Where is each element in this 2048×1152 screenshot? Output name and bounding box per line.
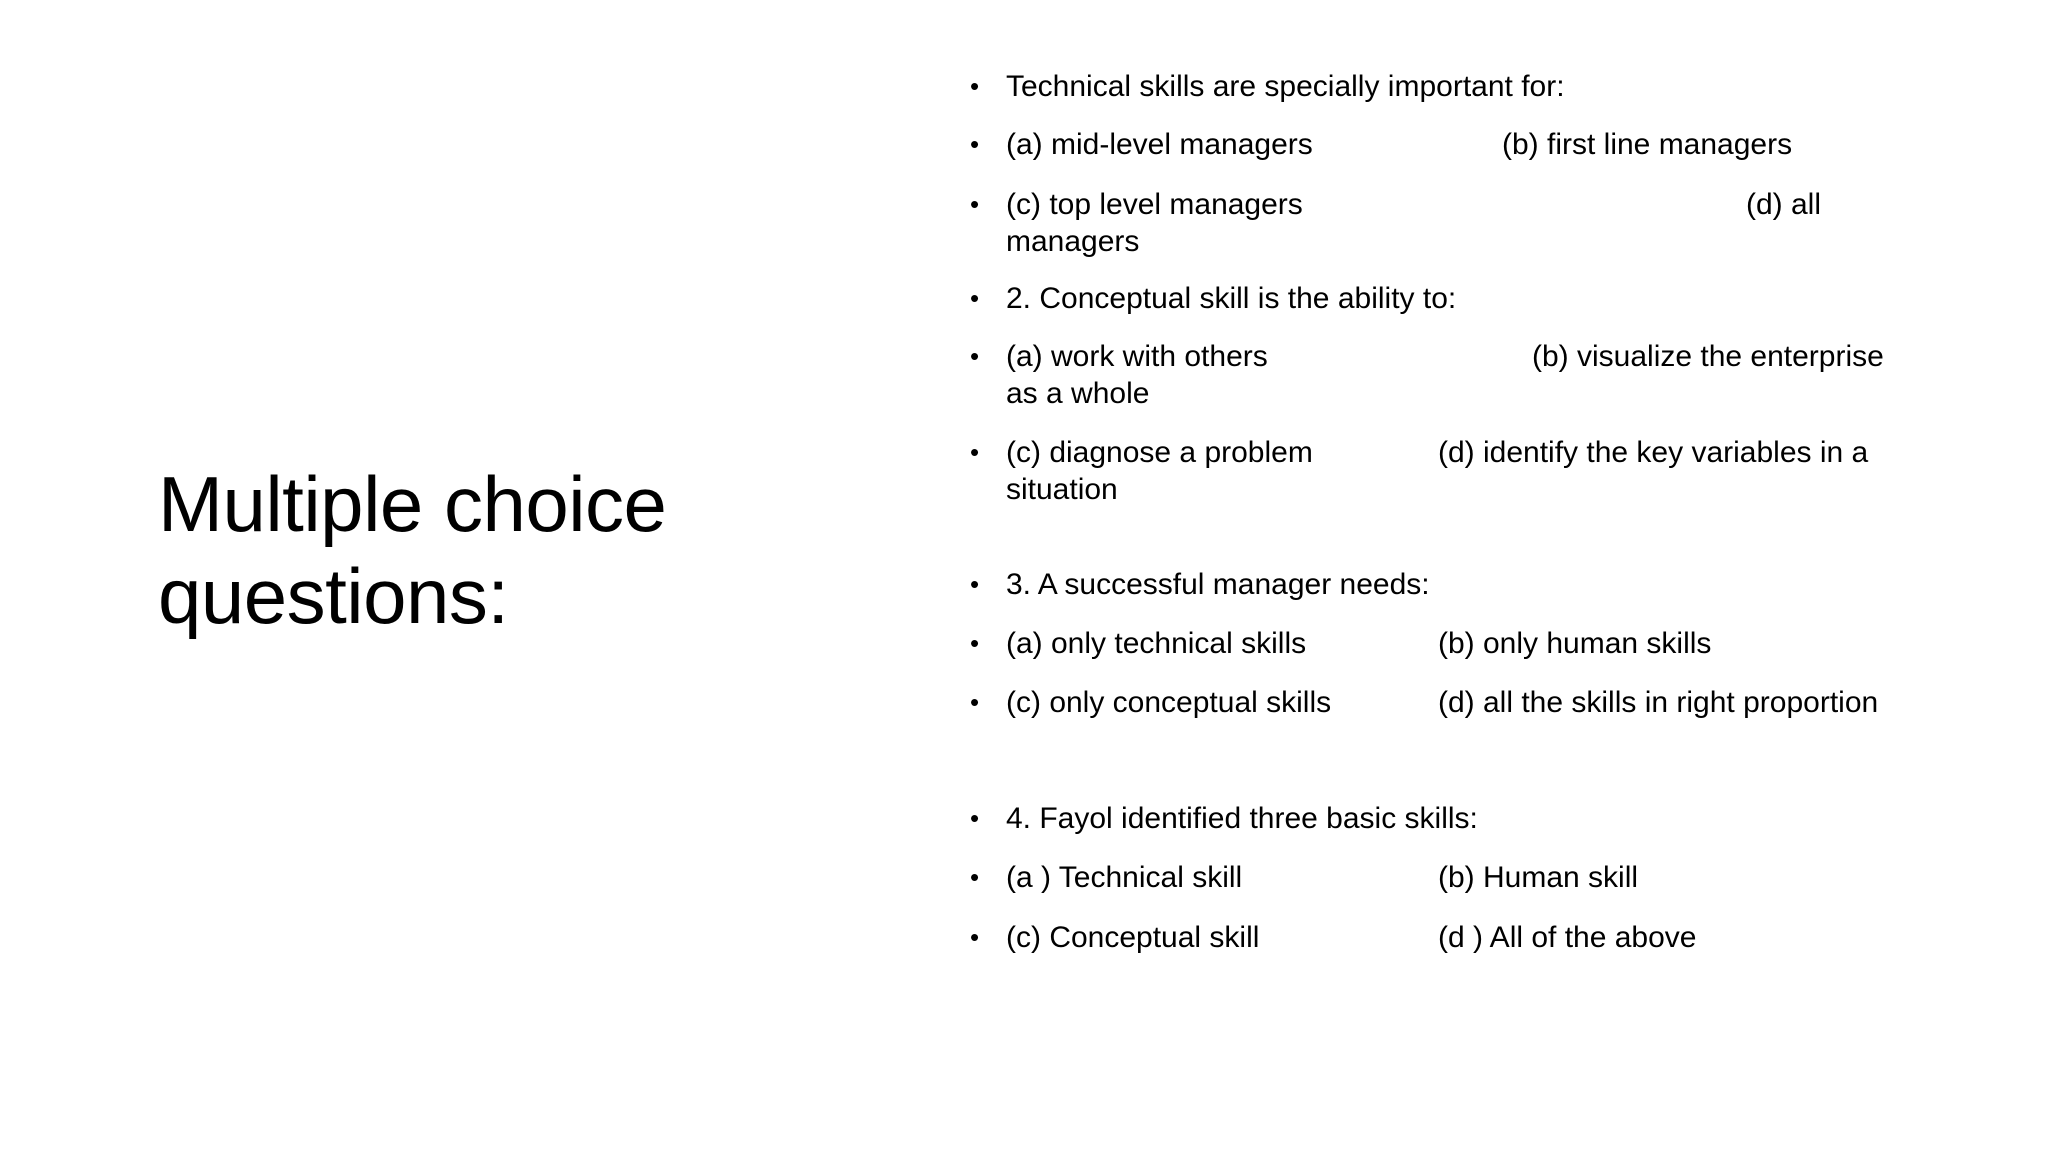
slide-title-line-2: questions:	[158, 552, 509, 640]
question-3-text: 3. A successful manager needs:	[1006, 568, 1430, 601]
slide-title-line-1: Multiple choice	[158, 460, 667, 548]
bullet: •	[970, 922, 980, 952]
option-text: (a ) Technical skill	[1006, 861, 1243, 894]
slide-title	[158, 458, 798, 642]
option-text-col2: (d ) All of the above	[1438, 921, 1697, 954]
bullet: •	[970, 437, 980, 467]
option-text: (c) Conceptual skill	[1006, 921, 1260, 954]
bullet: •	[970, 71, 980, 101]
bullet: •	[970, 862, 980, 892]
option-text: (c) top level managers	[1006, 188, 1303, 221]
bullet: •	[970, 569, 980, 599]
option-text: (a) work with others	[1006, 340, 1268, 373]
bullet: •	[970, 628, 980, 658]
option-text-col2: (b) visualize the enterprise	[1532, 340, 1884, 373]
bullet: •	[970, 687, 980, 717]
option-text-col2: (d) all	[1746, 188, 1822, 221]
option-text: (a) only technical skills	[1006, 627, 1307, 660]
question-list	[960, 0, 1960, 1152]
option-text: (a) mid-level managers	[1006, 128, 1313, 161]
bullet: •	[970, 341, 980, 371]
question-2-text: 2. Conceptual skill is the ability to:	[1006, 282, 1457, 315]
option-text: (c) only conceptual skills	[1006, 686, 1332, 719]
option-text-col2: (d) all the skills in right proportion	[1438, 686, 1879, 719]
bullet: •	[970, 803, 980, 833]
option-text-continuation: managers	[1006, 225, 1140, 258]
option-text-col2: (d) identify the key variables in a	[1438, 436, 1869, 469]
option-text-continuation: situation	[1006, 473, 1118, 506]
bullet: •	[970, 189, 980, 219]
option-text-col2: (b) only human skills	[1438, 627, 1712, 660]
question-4-text: 4. Fayol identified three basic skills:	[1006, 802, 1478, 835]
bullet: •	[970, 129, 980, 159]
option-text-col2: (b) Human skill	[1438, 861, 1639, 894]
option-text-continuation: as a whole	[1006, 377, 1150, 410]
option-text-col2: (b) first line managers	[1502, 128, 1793, 161]
option-text: (c) diagnose a problem	[1006, 436, 1313, 469]
question-1-text: Technical skills are specially important for:	[1006, 70, 1565, 103]
bullet: •	[970, 283, 980, 313]
